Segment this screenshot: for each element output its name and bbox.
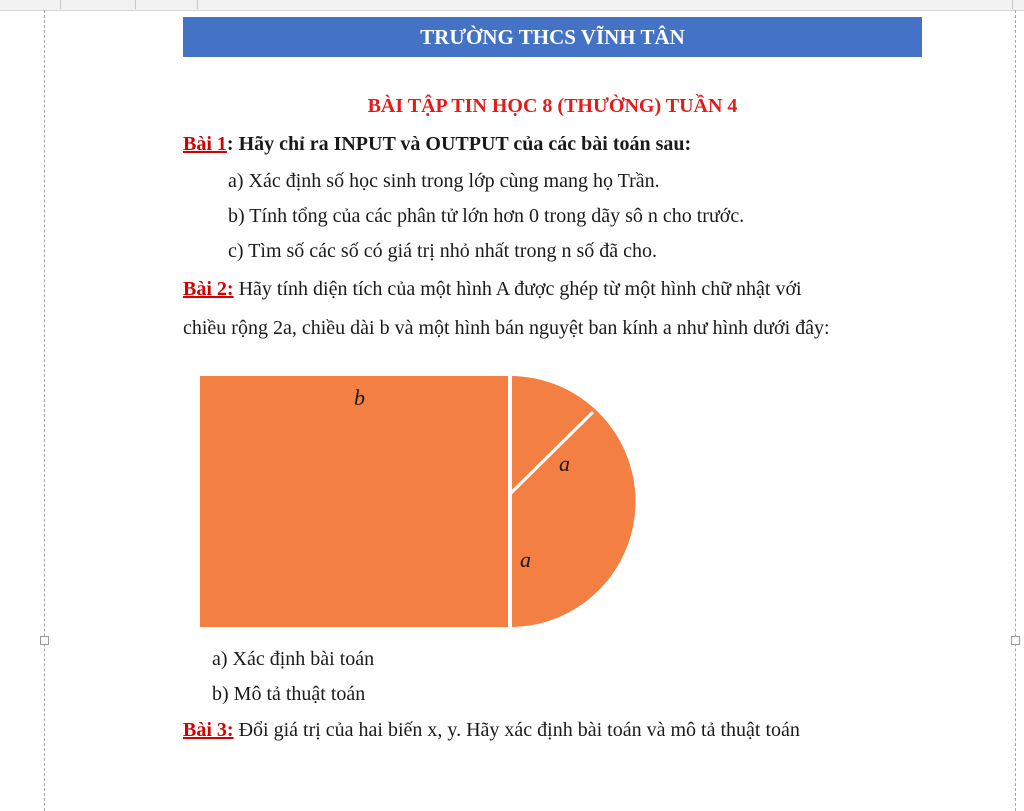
bai2-label: Bài 2 — [183, 278, 227, 300]
bai1-colon: : — [226, 133, 234, 155]
composite-shape-figure — [198, 374, 638, 630]
bai2-line2: chiều rộng 2a, chiều dài b và một hình bán nguyệt ban kính a như hình dưới đây: — [183, 317, 830, 339]
bai2-heading — [183, 276, 802, 302]
bai3-text: Đổi giá trị của hai biến x, y. Hãy xác định bài toán và mô tả thuật toán — [233, 719, 800, 741]
left-page-margin — [44, 10, 45, 811]
bai3-label: Bài 3 — [183, 719, 227, 741]
bai2-item-a: a) Xác định bài toán — [212, 648, 375, 670]
rectangle-shape — [200, 376, 510, 627]
semicircle-shape — [510, 376, 636, 627]
bai1-item-b: b) Tính tổng của các phân tử lớn hơn 0 trong dãy sô n cho trước. — [228, 205, 745, 227]
bai3-colon: : — [226, 719, 234, 741]
right-page-margin — [1015, 10, 1016, 811]
label-a-side: a — [520, 547, 531, 572]
label-b: b — [354, 385, 365, 410]
bai1-item-c: c) Tìm số các số có giá trị nhỏ nhất trong n số đã cho. — [228, 240, 657, 262]
ruler-strip — [0, 0, 1024, 11]
bai1-label: Bài 1 — [183, 133, 227, 155]
label-a-radius: a — [559, 451, 570, 476]
ruler-segment — [135, 0, 198, 9]
bai1-item-a: a) Xác định số học sinh trong lớp cùng mang họ Trần. — [228, 170, 660, 192]
bai2-colon: : — [226, 278, 234, 300]
right-resize-handle[interactable] — [1011, 636, 1020, 645]
bai1-text: Hãy chỉ ra INPUT và OUTPUT của các bài toán sau: — [233, 133, 692, 155]
bai2-line1: Hãy tính diện tích của một hình A được ghép từ một hình chữ nhật với — [233, 278, 802, 300]
ruler-segment — [60, 0, 136, 9]
school-banner: TRƯỜNG THCS VĨNH TÂN — [183, 17, 922, 57]
left-resize-handle[interactable] — [40, 636, 49, 645]
document-title: BÀI TẬP TIN HỌC 8 (THƯỜNG) TUẦN 4 — [367, 95, 738, 117]
ruler-segment — [0, 0, 61, 9]
bai2-item-b: b) Mô tả thuật toán — [212, 683, 366, 705]
bai1-heading — [183, 131, 691, 157]
ruler-segment — [632, 0, 1013, 9]
bai3-heading — [183, 717, 800, 743]
